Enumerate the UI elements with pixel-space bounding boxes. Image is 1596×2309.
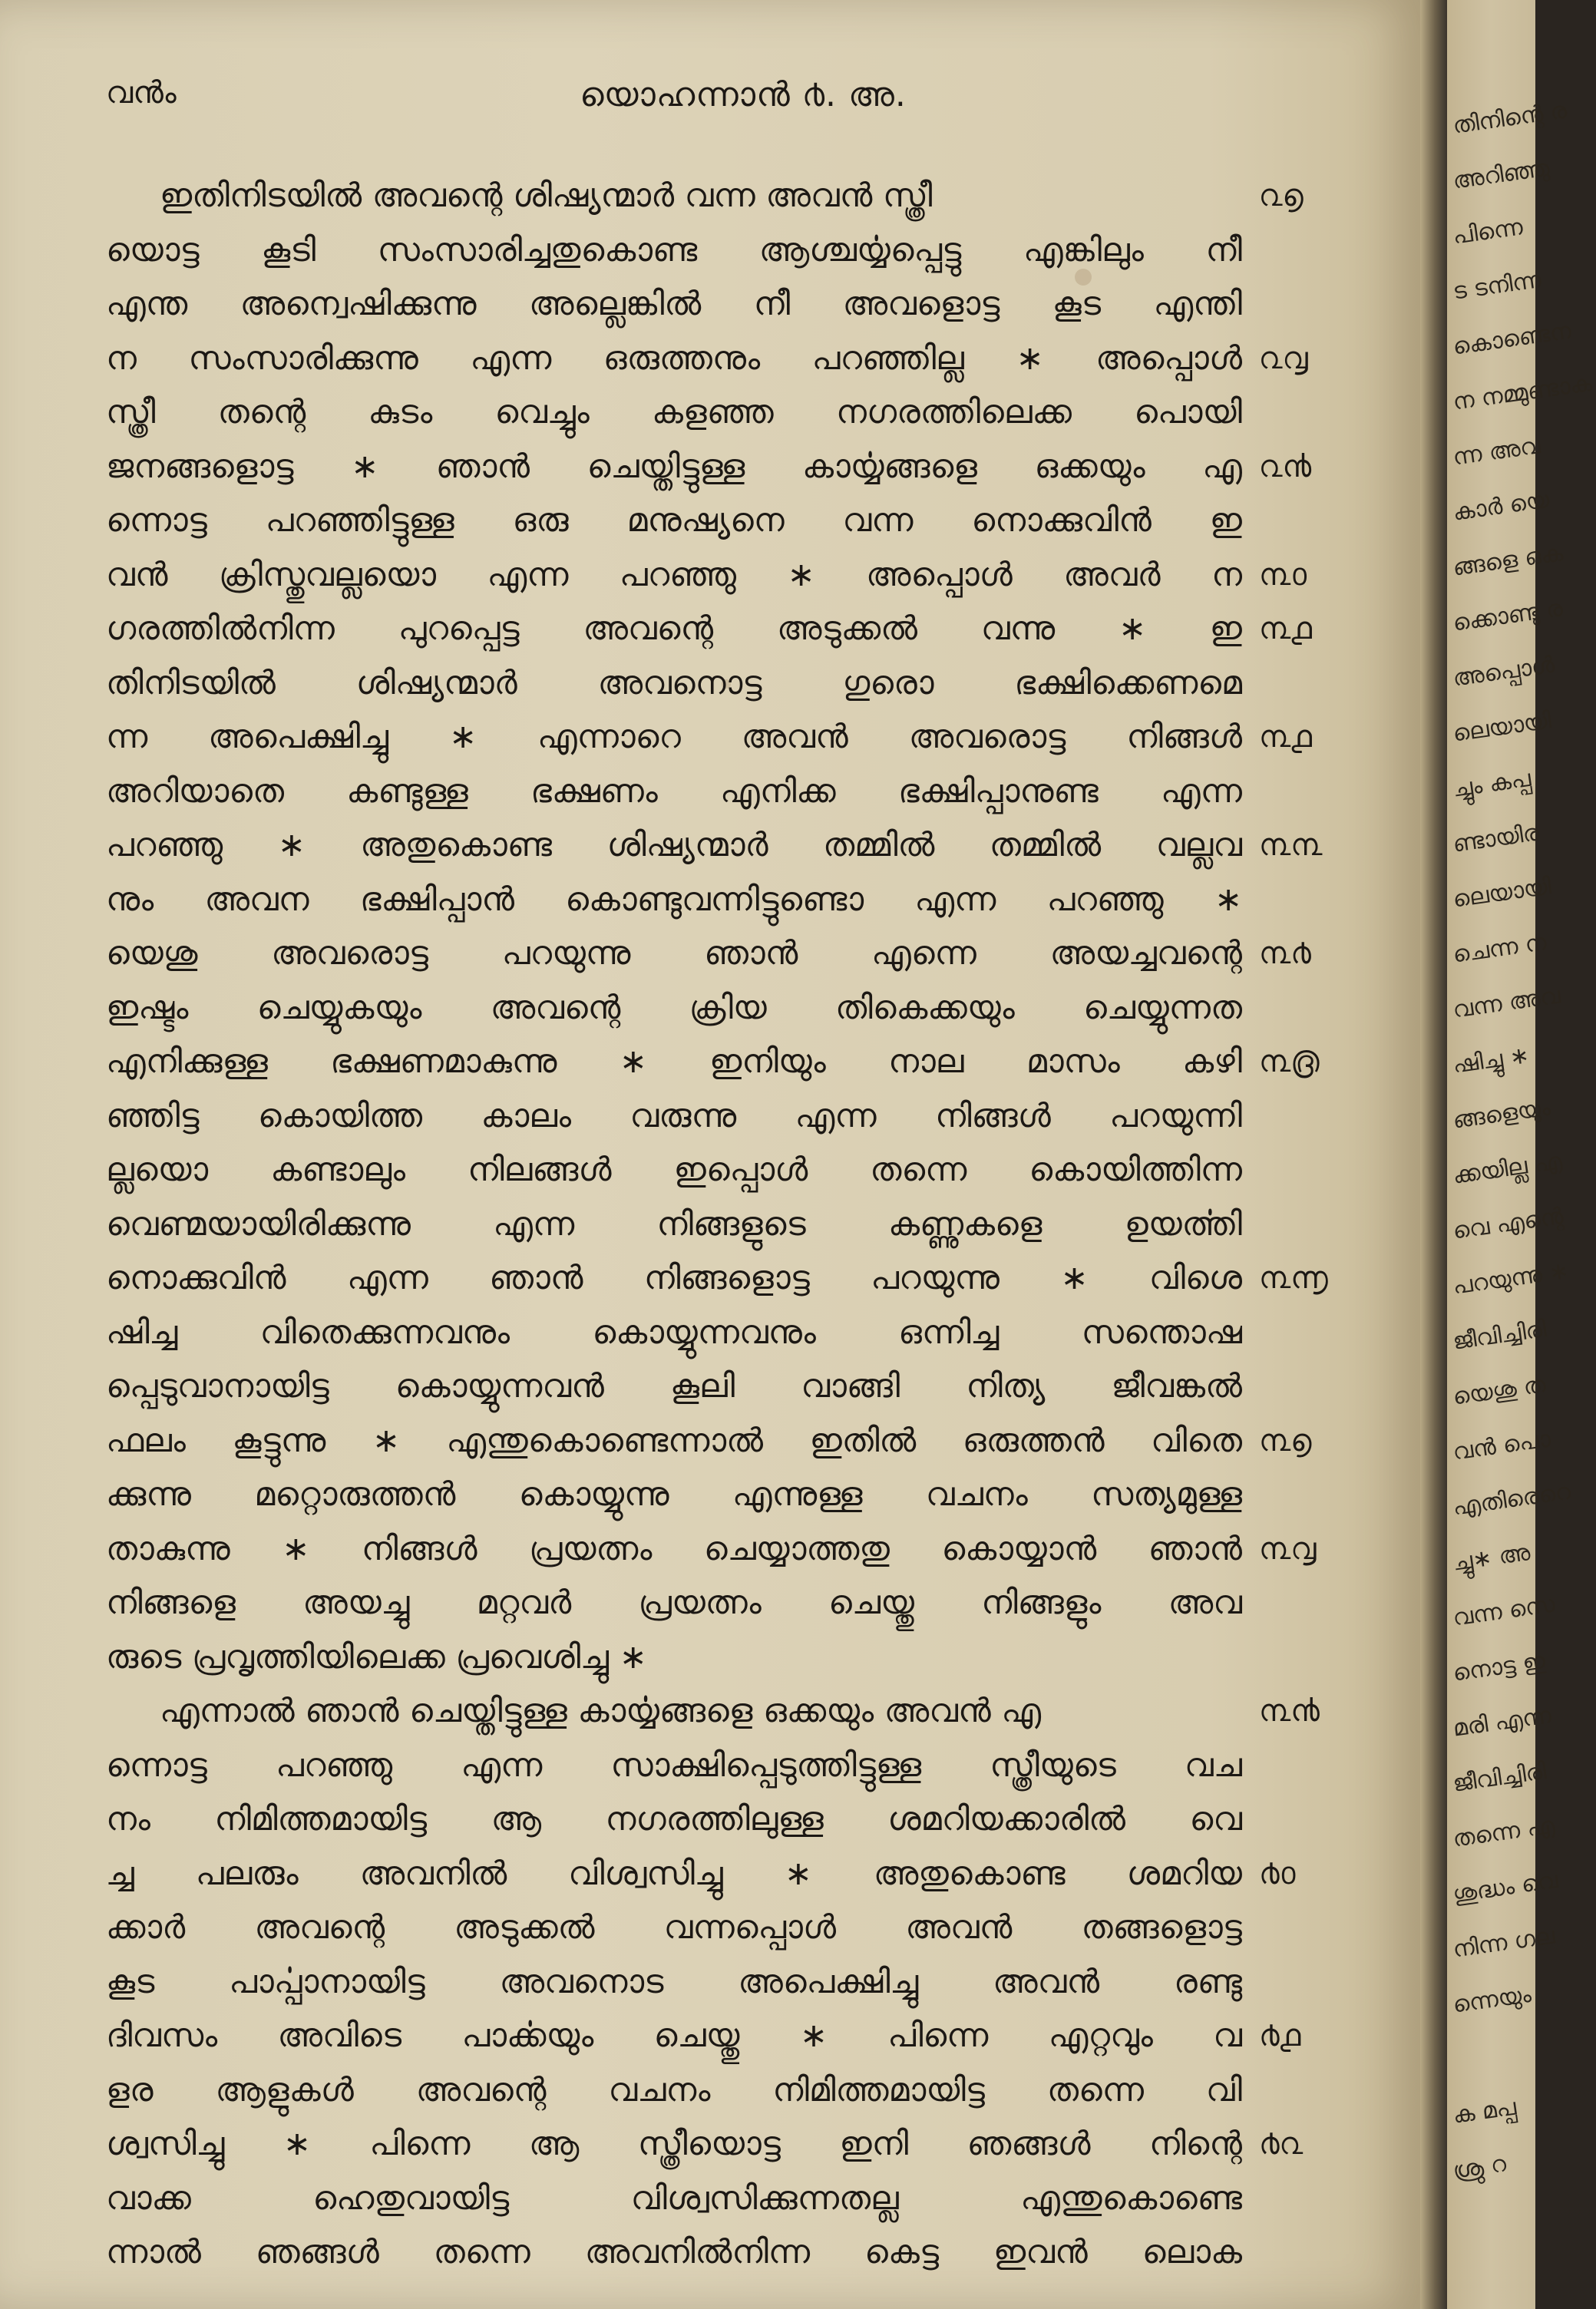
adjacent-page-fragment: ച്ചു∗ അ: [1451, 1538, 1532, 1577]
verse-number: ൩൯: [1259, 1693, 1320, 1729]
text-line: ദിവസം അവിടെ പാൎക്കയും ചെയ്തു ∗ പിന്നെ എറ്റവും വ: [106, 2017, 1242, 2055]
adjacent-page-fragment: ഷിച്ചു ∗: [1451, 1042, 1532, 1079]
verse-number: [1259, 1901, 1351, 1955]
verse-number: [1259, 765, 1351, 819]
text-line: ഫലം കൂട്ടുന്നു ∗ എന്തുകൊണ്ടെന്നാൽ ഇതിൽ ഒരുത്തൻ വിതെ: [106, 1421, 1242, 1460]
adjacent-page-fragment: ക മപ്പ: [1451, 2093, 1518, 2129]
adjacent-page-edge: [1447, 0, 1594, 2309]
text-line: ന്നൊട്ട പറഞ്ഞിട്ടുള്ള ഒരു മനുഷ്യനെ വന്ന നൊക്കുവിൻ ഇ: [106, 501, 1242, 540]
adjacent-page-fragment: കാർ യെ: [1451, 486, 1551, 527]
text-line: ക്കാർ അവന്റെ അടുക്കൽ വന്നപ്പൊൾ അവൻ തങ്ങളൊട്ട: [106, 1908, 1242, 1947]
text-line: നൊക്കുവിൻ എന്ന ഞാൻ നിങ്ങളൊട്ട പറയുന്നു ∗ വിശെ: [106, 1259, 1242, 1297]
verse-number: ൩൧: [1259, 719, 1312, 755]
text-line: അറിയാതെ കണ്ടുള്ള ഭക്ഷണം എനിക്ക ഭക്ഷിപ്പാനുണ്ട എന്ന: [106, 771, 1242, 811]
adjacent-page-fragment: ശുദ്ധം വെ: [1451, 1866, 1560, 1908]
adjacent-page-fragment: ണ്ടായിര: [1451, 819, 1541, 858]
text-line: വൻ ക്രിസ്തുവല്ലയൊ എന്ന പറഞ്ഞു ∗ അപ്പൊൾ അവർ ന: [106, 555, 1242, 594]
adjacent-page-fragment: മരി എന്ന: [1451, 1702, 1554, 1742]
text-line: നിങ്ങളെ അയച്ചു മറ്റവർ പ്രയത്നം ചെയ്തു നിങ്ങളും അവ: [106, 1584, 1242, 1622]
text-line: ന്ന അപെക്ഷിച്ചു ∗ എന്നാറെ അവൻ അവരൊട്ട നിങ്ങൾ: [106, 718, 1242, 756]
text-line: യെശു അവരൊട്ട പറയുന്നു ഞാൻ എന്നെ അയച്ചവന്റെ: [106, 934, 1242, 973]
adjacent-page-fragment: തിനിന്റെ ര: [1451, 97, 1569, 140]
adjacent-page-fragment: ങ്ങളെ ഒക: [1451, 539, 1565, 582]
adjacent-page-fragment: അപ്പൊൾ: [1451, 651, 1557, 692]
verse-number: [1259, 1955, 1351, 2010]
text-line: തിനിടയിൽ ശിഷ്യന്മാർ അവനൊട്ട ഗുരൊ ഭക്ഷിക്കെണമെ: [106, 663, 1242, 702]
adjacent-page-fragment: നൊട്ട ഇ: [1451, 1647, 1548, 1687]
adjacent-page-fragment: യെശു ത: [1451, 1371, 1548, 1411]
adjacent-page-fragment: നിന്ന ഗല: [1451, 1922, 1557, 1964]
verse-number: ൪൦: [1259, 1855, 1296, 1891]
adjacent-page-fragment: പിന്നെ: [1451, 213, 1525, 250]
verse-number: [1259, 385, 1351, 440]
verse-number: ൩൫: [1259, 1044, 1320, 1079]
running-title: യൊഹന്നാൻ ൪. അ.: [580, 75, 907, 114]
text-line: ക്കുന്നു മറ്റൊരുത്തൻ കൊയ്യുന്നു എന്നുള്ള വചനം സത്യമുള്ള: [106, 1475, 1242, 1514]
page-number: വൻം: [106, 75, 177, 111]
verse-number: ൩൭: [1259, 1422, 1312, 1458]
text-line: രുടെ പ്രവൃത്തിയിലെക്ക പ്രവെശിച്ചു ∗: [106, 1637, 647, 1676]
verse-number: ൪൨: [1259, 2126, 1304, 2162]
verse-number: [1259, 873, 1351, 927]
text-line: താകുന്നു ∗ നിങ്ങൾ പ്രയത്നം ചെയ്യാത്തതു കൊയ്യാൻ ഞാൻ: [106, 1529, 1242, 1568]
text-line: ജനങ്ങളൊട്ട ∗ ഞാൻ ചെയ്തിട്ടുള്ള കാൎയ്യങ്ങളെ ഒക്കയും എ: [106, 447, 1242, 486]
adjacent-page-fragment: വൻ പൊ: [1451, 1425, 1552, 1466]
text-line: സ്ത്രീ തന്റെ കുടം വെച്ചും കളഞ്ഞ നഗരത്തിലെക്ക പൊയി: [106, 393, 1242, 431]
verse-number: [1259, 1739, 1351, 1793]
verse-number-column: [1259, 169, 1351, 2280]
adjacent-page-fragment: ലെയായി: [1451, 707, 1553, 748]
verse-number: [1259, 2225, 1351, 2280]
adjacent-page-fragment: എതിരെറെ: [1451, 1478, 1572, 1521]
verse-number: [1259, 1143, 1351, 1197]
adjacent-page-fragment: ന നമ്മുണ്ടാക: [1451, 369, 1594, 416]
verse-number: ൨൯: [1259, 448, 1312, 484]
adjacent-page-fragment: കൊണ്ടെന: [1451, 317, 1573, 361]
text-line: പറഞ്ഞു ∗ അതുകൊണ്ട ശിഷ്യന്മാർ തമ്മിൽ തമ്മിൽ വല്ലവ: [106, 826, 1242, 864]
verse-number: [1259, 223, 1351, 278]
text-line: ഇഷ്ടം ചെയ്യുകയും അവന്റെ ക്രിയ തികെക്കയും ചെയ്യുന്നത: [106, 988, 1242, 1027]
verse-number: [1259, 494, 1351, 548]
text-line: പ്പെടുവാനായിട്ട കൊയ്യുന്നവൻ കൂലി വാങ്ങി നിത്യ ജീവങ്കൽ: [106, 1367, 1242, 1406]
verse-number: [1259, 1576, 1351, 1630]
fragment-spacer: [1447, 0, 1535, 100]
verse-number: [1259, 277, 1351, 332]
text-line: ന്നാൽ ഞങ്ങൾ തന്നെ അവനിൽനിന്ന കെട്ട ഇവൻ ലൊക: [106, 2233, 1242, 2271]
page-header: [106, 75, 1304, 137]
book-gutter: [1420, 0, 1447, 2309]
adjacent-page-fragment: വന്ന അവ: [1451, 982, 1562, 1024]
text-line: വെണ്മയായിരിക്കുന്നു എന്ന നിങ്ങളുടെ കണ്ണുകളെ ഉയൎത്തി: [106, 1204, 1242, 1244]
adjacent-page-fragment: ശ്രു റ: [1451, 2150, 1508, 2185]
text-line: നം നിമിത്തമായിട്ട ആ നഗരത്തിലുള്ള ശമറിയക്കാരിൽ വെ: [106, 1800, 1242, 1838]
text-line: ന സംസാരിക്കുന്നു എന്ന ഒരുത്തനും പറഞ്ഞില്ല ∗ അപ്പൊൾ: [106, 339, 1242, 378]
verse-number: [1259, 1197, 1351, 1252]
verse-number: [1259, 656, 1351, 711]
verse-number: ൨൭: [1259, 178, 1304, 213]
verse-number: [1259, 1089, 1351, 1144]
text-line: ന്നൊട്ട പറഞ്ഞു എന്ന സാക്ഷിപ്പെടുത്തിട്ടുള്ള സ്ത്രീയുടെ വച: [106, 1746, 1242, 1785]
adjacent-page-fragment: അറിഞ്ഞു: [1451, 154, 1551, 195]
adjacent-page-fragment: ട ടനിന്ന: [1451, 266, 1544, 306]
text-line: എന്നാൽ ഞാൻ ചെയ്തിട്ടുള്ള കാൎയ്യങ്ങളെ ഒക്കയും അവൻ എ: [160, 1692, 1042, 1730]
adjacent-page-fragment: തന്നെ എ: [1451, 1812, 1557, 1853]
adjacent-page-fragment: വെ എന്റെ: [1451, 1202, 1565, 1245]
verse-number: [1259, 1468, 1351, 1522]
text-line: ഇതിനിടയിൽ അവന്റെ ശിഷ്യന്മാർ വന്ന അവൻ സ്ത്രീ: [160, 177, 933, 215]
verse-number: [1259, 2172, 1351, 2226]
text-line: ഷിച്ച വിതെക്കുന്നവനും കൊയ്യുന്നവനും ഒന്നിച്ച സന്തൊഷ: [106, 1313, 1242, 1352]
adjacent-page-fragment: ക്കൊണ്ടു ര: [1451, 595, 1565, 637]
adjacent-page-fragment: വന്ന സെ: [1451, 1591, 1557, 1632]
adjacent-page-fragment: പറയുന്നു ∗: [1451, 1257, 1571, 1300]
text-line: വാക്ക ഹെതുവായിട്ട വിശ്വസിക്കുന്നതല്ല എന്തുകൊണ്ടെ: [106, 2179, 1242, 2218]
text-line: എന്ത അന്വെഷിക്കുന്നു അല്ലെങ്കിൽ നീ അവളൊട്ട കൂട എന്തി: [106, 285, 1242, 323]
verse-number: [1259, 1792, 1351, 1847]
adjacent-page-fragment: ങ്ങളെയും: [1451, 1094, 1552, 1135]
verse-number: ൩൮: [1259, 1531, 1317, 1567]
text-line: ഞ്ഞിട്ട കൊയിത്ത കാലം വരുന്നു എന്ന നിങ്ങൾ പറയുന്നി: [106, 1096, 1242, 1135]
adjacent-page-fragment: ലെയായി: [1451, 873, 1553, 913]
text-line: ളര ആളുകൾ അവന്റെ വചനം നിമിത്തമായിട്ട തന്നെ വി: [106, 2070, 1242, 2109]
adjacent-page-fragment: ച്ചും കപ്പ: [1451, 765, 1533, 803]
text-line: യൊട്ട കൂടി സംസാരിച്ചതുകൊണ്ട ആശ്ചൎയ്യപ്പെട്ടു എങ്കിലും നീ: [106, 230, 1242, 269]
adjacent-page-fragment: ചെന്ന ന: [1451, 929, 1548, 969]
main-text-block: [106, 169, 1242, 2280]
adjacent-page-fragment: ജീവിച്ചിരി: [1451, 1316, 1548, 1356]
verse-number: [1259, 2063, 1351, 2118]
adjacent-page-fragment: ന്ന അവ: [1451, 432, 1542, 471]
text-line: ഗരത്തിൽനിന്ന പുറപ്പെട്ട അവന്റെ അടുക്കൽ വന്നു ∗ ഇ: [106, 609, 1242, 648]
text-line: ല്ലയൊ കണ്ടാലും നിലങ്ങൾ ഇപ്പൊൾ തന്നെ കൊയിത്തിന്ന: [106, 1151, 1242, 1189]
verse-number: ൨൮: [1259, 340, 1308, 376]
text-line: എനിക്കുള്ള ഭക്ഷണമാകുന്നു ∗ ഇനിയും നാല മാസം കഴി: [106, 1042, 1242, 1081]
verse-number: [1259, 1306, 1351, 1360]
verse-number: [1259, 1630, 1351, 1685]
verse-number: ൩൩: [1259, 827, 1323, 863]
verse-number: [1259, 981, 1351, 1036]
verse-number: ൩൦: [1259, 557, 1307, 593]
verse-number: ൪൧: [1259, 2018, 1301, 2053]
text-line: ശ്വസിച്ചു ∗ പിന്നെ ആ സ്ത്രീയൊട്ട ഇനി ഞങ്ങൾ നിന്റെ: [106, 2125, 1242, 2163]
adjacent-page-fragment: ക്കയില്ല എ: [1451, 1148, 1564, 1190]
verse-number: ൩൬: [1259, 1260, 1328, 1296]
adjacent-page-fragment: ജീവിച്ചിരി: [1451, 1758, 1548, 1798]
verse-number: ൩൧: [1259, 611, 1312, 646]
adjacent-page-fragment: ന്നെയും: [1451, 1980, 1533, 2019]
text-line: കൂട പാൎപ്പാനായിട്ട അവനൊട അപെക്ഷിച്ചു അവൻ രണ്ടു: [106, 1962, 1242, 2001]
verse-number: ൩൪: [1259, 936, 1311, 971]
text-line: ച്ച പലരും അവനിൽ വിശ്വസിച്ചു ∗ അതുകൊണ്ട ശമറിയ: [106, 1854, 1242, 1893]
verse-number: [1259, 1359, 1351, 1414]
text-line: നും അവന ഭക്ഷിപ്പാൻ കൊണ്ടുവന്നിട്ടുണ്ടൊ എന്ന പറഞ്ഞു ∗: [106, 880, 1242, 919]
